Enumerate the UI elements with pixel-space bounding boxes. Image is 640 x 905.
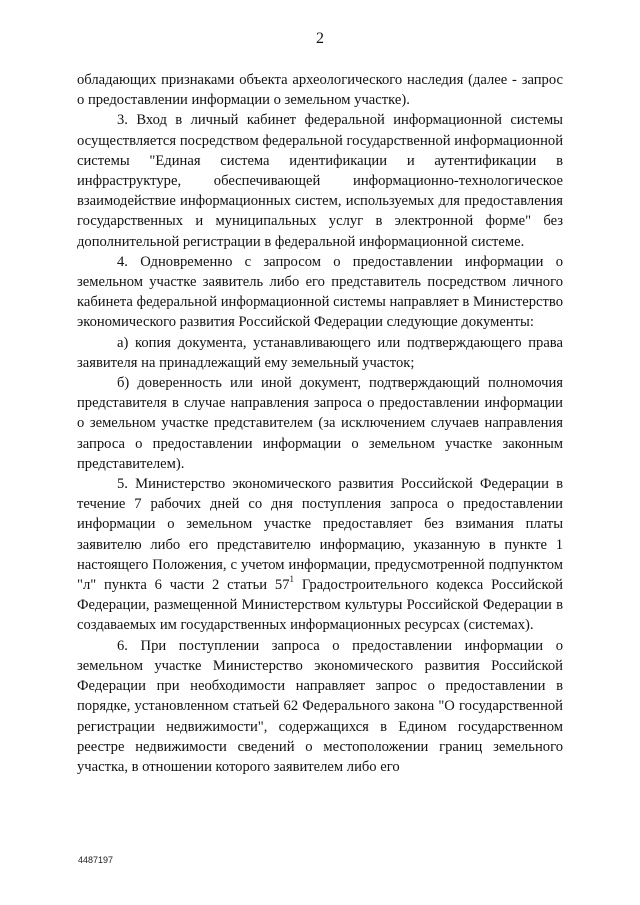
article-superscript: 1 (289, 574, 295, 585)
page-number: 2 (316, 30, 324, 47)
paragraph-4a: а) копия документа, устанавливающего или подтверждающего права заявителя на принадлежащий ему земельный участок; (77, 334, 563, 371)
paragraph-4: 4. Одновременно с запросом о предоставлении информации о земельном участке заявитель либо его представитель посредством личного кабинета федеральной информационной системы направляет в Министерство экономического развития Российской Федерации следующие документы: (77, 253, 563, 331)
paragraph-5-text-after: Градостроительного кодекса Российской Федерации, размещенной Министерством культуры Российской Федерации в создаваемых им государственных информационных ресурсах (системах). (77, 577, 563, 634)
paragraph-5 (77, 474, 563, 636)
paragraph-5-text-before: 5. Министерство экономического развития Российской Федерации в течение 7 рабочих дней со дня поступления запроса о предоставлении информации о земельном участке предоставляет без взимания платы заявителю либо его представителю информацию, указанную в пункте 1 настоящего Положения, с учетом информации, предусмотренной подпунктом "л" пункта 6 части 2 статьи 57 (77, 476, 563, 594)
document-id: 4487197 (78, 855, 114, 865)
paragraph-4b: б) доверенность или иной документ, подтверждающий полномочия представителя в случае направления запроса о предоставлении информации о земельном участке представителем (за исключением случаев направления запроса о предоставлении информации о земельном участке законным представителем). (77, 375, 563, 472)
document-body (77, 70, 563, 777)
paragraph-6: 6. При поступлении запроса о предоставлении информации о земельном участке Министерство экономического развития Российской Федерации при необходимости направляет запрос о предоставлении в порядке, установленном статьей 62 Федерального закона "О государственной регистрации недвижимости", содержащихся в Едином государственном реестре недвижимости сведений о местоположении границ земельного участка, в отношении которого заявителем либо его (77, 637, 563, 775)
paragraph-3: 3. Вход в личный кабинет федеральной информационной системы осуществляется посредством федеральной государственной информационной системы "Единая система идентификации и аутентификации в инфраструктуре, обеспечивающей информационно-технологическое взаимодействие информационных систем, используемых для предоставления государственных и муниципальных услуг в электронной форме" без дополнительной регистрации в федеральной информационной системе. (77, 112, 563, 250)
paragraph-continuation: обладающих признаками объекта археологического наследия (далее - запрос о предоставлении информации о земельном участке). (77, 72, 563, 109)
